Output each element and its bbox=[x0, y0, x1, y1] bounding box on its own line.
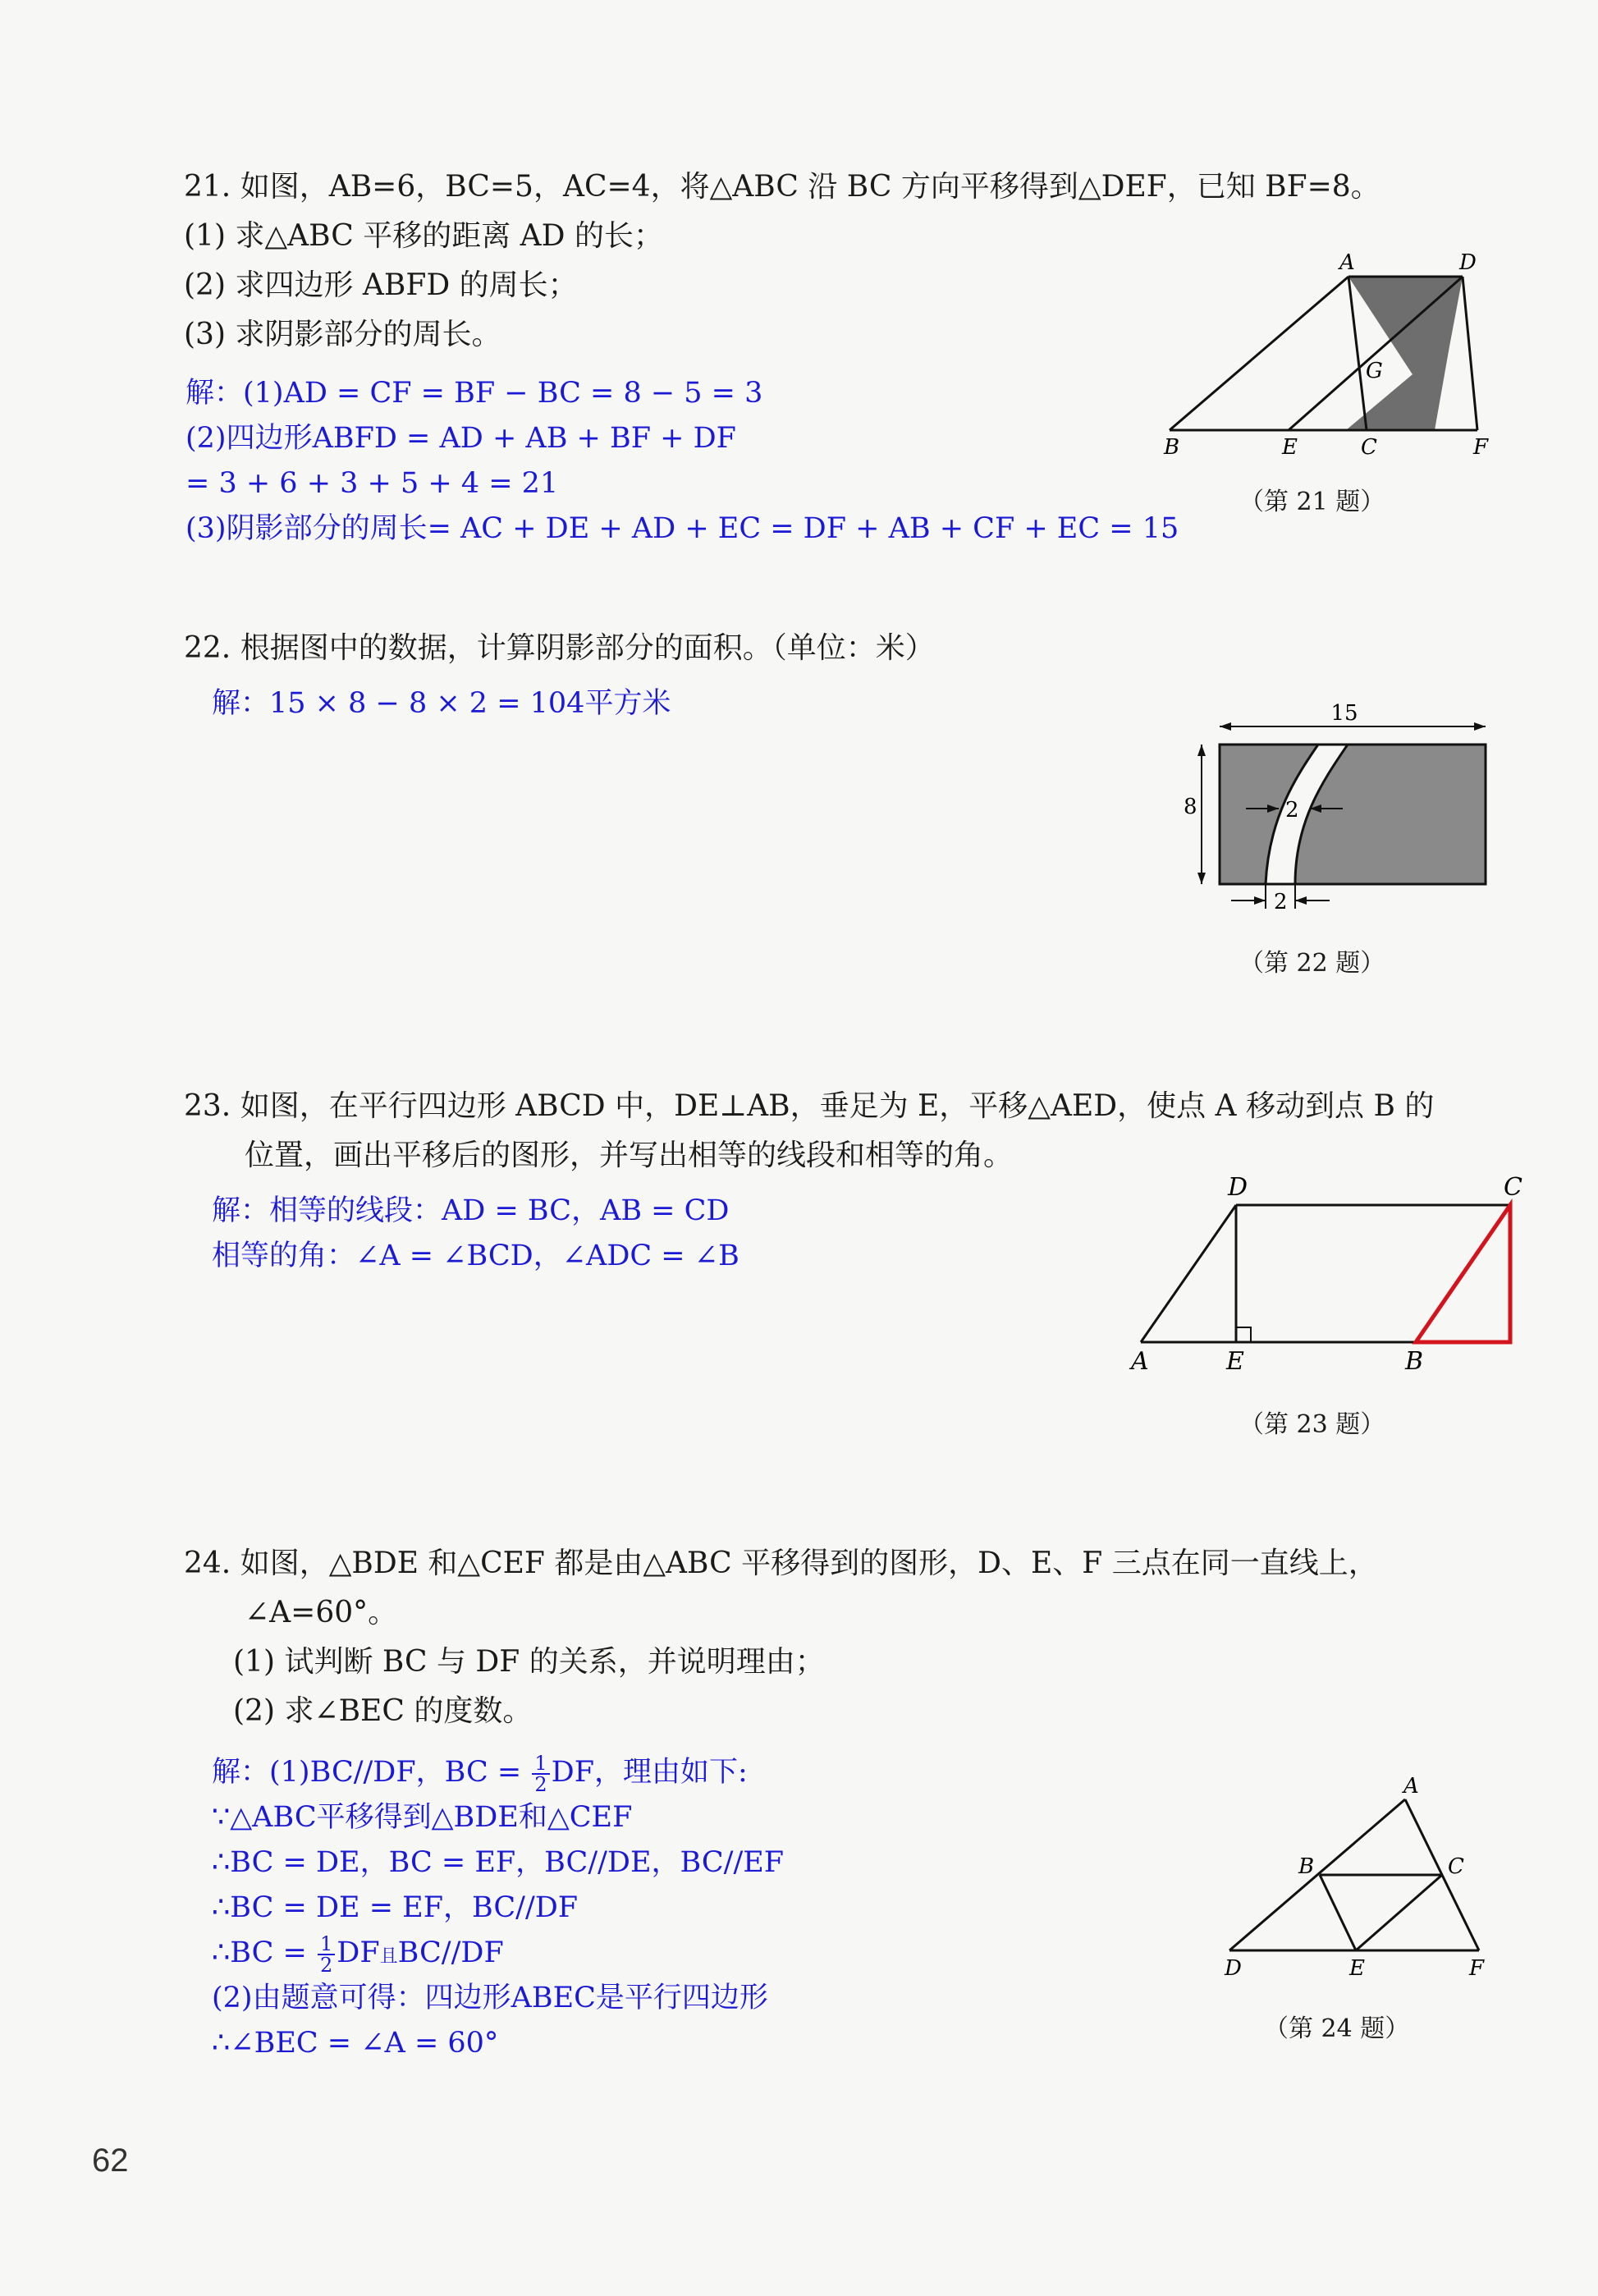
figure-21 bbox=[1149, 246, 1510, 460]
caption-23: （第 23 题） bbox=[1239, 1410, 1385, 1439]
label-A: A bbox=[1131, 1347, 1149, 1376]
question-21-stem: 21. 如图，AB=6，BC=5，AC=4，将△ABC 沿 BC 方向平移得到△DEF，已知 BF=8。 bbox=[184, 170, 1381, 204]
answer-24 bbox=[212, 1750, 784, 2066]
width-label: 15 bbox=[1330, 702, 1358, 726]
question-22-stem: 22. 根据图中的数据，计算阴影部分的面积。（单位：米） bbox=[184, 631, 935, 665]
answer-24-line-4: ∴BC = DE = EF，BC//DF bbox=[212, 1891, 579, 1924]
caption-24: （第 24 题） bbox=[1264, 2014, 1410, 2043]
height-label: 8 bbox=[1184, 795, 1197, 819]
answer-23 bbox=[212, 1189, 739, 1279]
figure-22 bbox=[1165, 702, 1510, 923]
caption-22: （第 22 题） bbox=[1239, 949, 1385, 978]
question-22 bbox=[184, 624, 935, 673]
answer-22 bbox=[212, 681, 671, 726]
label-C: C bbox=[1504, 1173, 1522, 1202]
label-D: D bbox=[1225, 1956, 1242, 1978]
answer-23-line-2: 相等的角：∠A = ∠BCD，∠ADC = ∠B bbox=[212, 1240, 739, 1272]
answer-21-line-3: = 3 + 6 + 3 + 5 + 4 = 21 bbox=[185, 467, 559, 500]
label-A: A bbox=[1339, 250, 1355, 275]
label-D: D bbox=[1228, 1173, 1248, 1202]
segment-AB bbox=[1170, 277, 1348, 430]
segment-BE bbox=[1320, 1875, 1356, 1950]
question-21-part-1: (1) 求△ABC 平移的距离 AD 的长； bbox=[184, 219, 663, 253]
answer-24-line-2: ∵△ABC平移得到△BDE和△CEF bbox=[212, 1801, 633, 1834]
label-G: G bbox=[1366, 359, 1383, 383]
answer-24-line-1: 解：(1)BC//DF，BC = $\frac{1}{2}$ DF，理由如下: bbox=[212, 1751, 748, 1796]
translated-triangle bbox=[1416, 1205, 1510, 1342]
label-E: E bbox=[1349, 1956, 1365, 1978]
answer-23-line-1: 解：相等的线段：AD = BC，AB = CD bbox=[212, 1194, 730, 1227]
label-B: B bbox=[1405, 1347, 1424, 1376]
label-C: C bbox=[1361, 435, 1377, 460]
answer-21-line-4: (3)阴影部分的周长= AC + DE + AD + EC = DF + AB + CF + EC = 15 bbox=[185, 512, 1179, 545]
label-A: A bbox=[1403, 1774, 1419, 1799]
segment-DF bbox=[1463, 277, 1477, 430]
label-E: E bbox=[1282, 435, 1298, 460]
outer-rectangle bbox=[1220, 745, 1486, 884]
segment-CE bbox=[1356, 1875, 1442, 1950]
right-angle-mark bbox=[1236, 1327, 1251, 1342]
answer-21-line-1: 解：(1)AD = CF = BF − BC = 8 − 5 = 3 bbox=[185, 377, 763, 410]
label-E: E bbox=[1226, 1347, 1244, 1376]
label-B: B bbox=[1298, 1854, 1315, 1879]
question-24-part-1: (1) 试判断 BC 与 DF 的关系，并说明理由； bbox=[233, 1645, 825, 1679]
question-24-part-2: (2) 求∠BEC 的度数。 bbox=[233, 1694, 533, 1728]
question-24-stem-2: ∠A=60°。 bbox=[245, 1596, 398, 1629]
caption-21: （第 21 题） bbox=[1239, 488, 1385, 516]
question-24-stem-1: 24. 如图，△BDE 和△CEF 都是由△ABC 平移得到的图形，D、E、F 三点在同一直线上， bbox=[184, 1547, 1378, 1580]
gap-bottom-label: 2 bbox=[1274, 890, 1288, 914]
answer-24-line-6: (2)由题意可得：四边形ABEC是平行四边形 bbox=[212, 1982, 768, 2014]
label-B: B bbox=[1164, 435, 1180, 460]
answer-24-line-5: ∴BC = $\frac{1}{2}$ DF且BC//DF bbox=[212, 1932, 504, 1977]
question-24 bbox=[184, 1539, 1378, 1736]
figure-23 bbox=[1116, 1166, 1527, 1387]
figure-24 bbox=[1207, 1765, 1502, 1978]
question-21-part-3: (3) 求阴影部分的周长。 bbox=[184, 318, 501, 351]
answer-24-line-7: ∴∠BEC = ∠A = 60° bbox=[212, 2027, 499, 2060]
label-D: D bbox=[1459, 250, 1477, 275]
question-23-stem-2: 位置，画出平移后的图形，并写出相等的线段和相等的角。 bbox=[245, 1139, 1014, 1172]
label-F: F bbox=[1469, 1956, 1485, 1978]
answer-22-line-1: 解：15 × 8 − 8 × 2 = 104平方米 bbox=[212, 687, 671, 720]
gap-top-label: 2 bbox=[1285, 798, 1299, 823]
label-C: C bbox=[1448, 1854, 1464, 1879]
answer-21-line-2: (2)四边形ABFD = AD + AB + BF + DF bbox=[185, 422, 736, 455]
answer-24-line-3: ∴BC = DE，BC = EF，BC//DE，BC//EF bbox=[212, 1846, 785, 1879]
answer-21 bbox=[185, 371, 1179, 552]
label-F: F bbox=[1473, 435, 1489, 460]
question-23-stem-1: 23. 如图，在平行四边形 ABCD 中，DE⊥AB，垂足为 E，平移△AED，使点 A 移动到点 B 的 bbox=[184, 1089, 1435, 1123]
question-21-part-2: (2) 求四边形 ABFD 的周长； bbox=[184, 268, 578, 302]
fraction-half: $\frac{1}{2}$ bbox=[532, 1753, 549, 1794]
segment-AD bbox=[1141, 1205, 1236, 1342]
page-number: 62 bbox=[92, 2142, 129, 2179]
